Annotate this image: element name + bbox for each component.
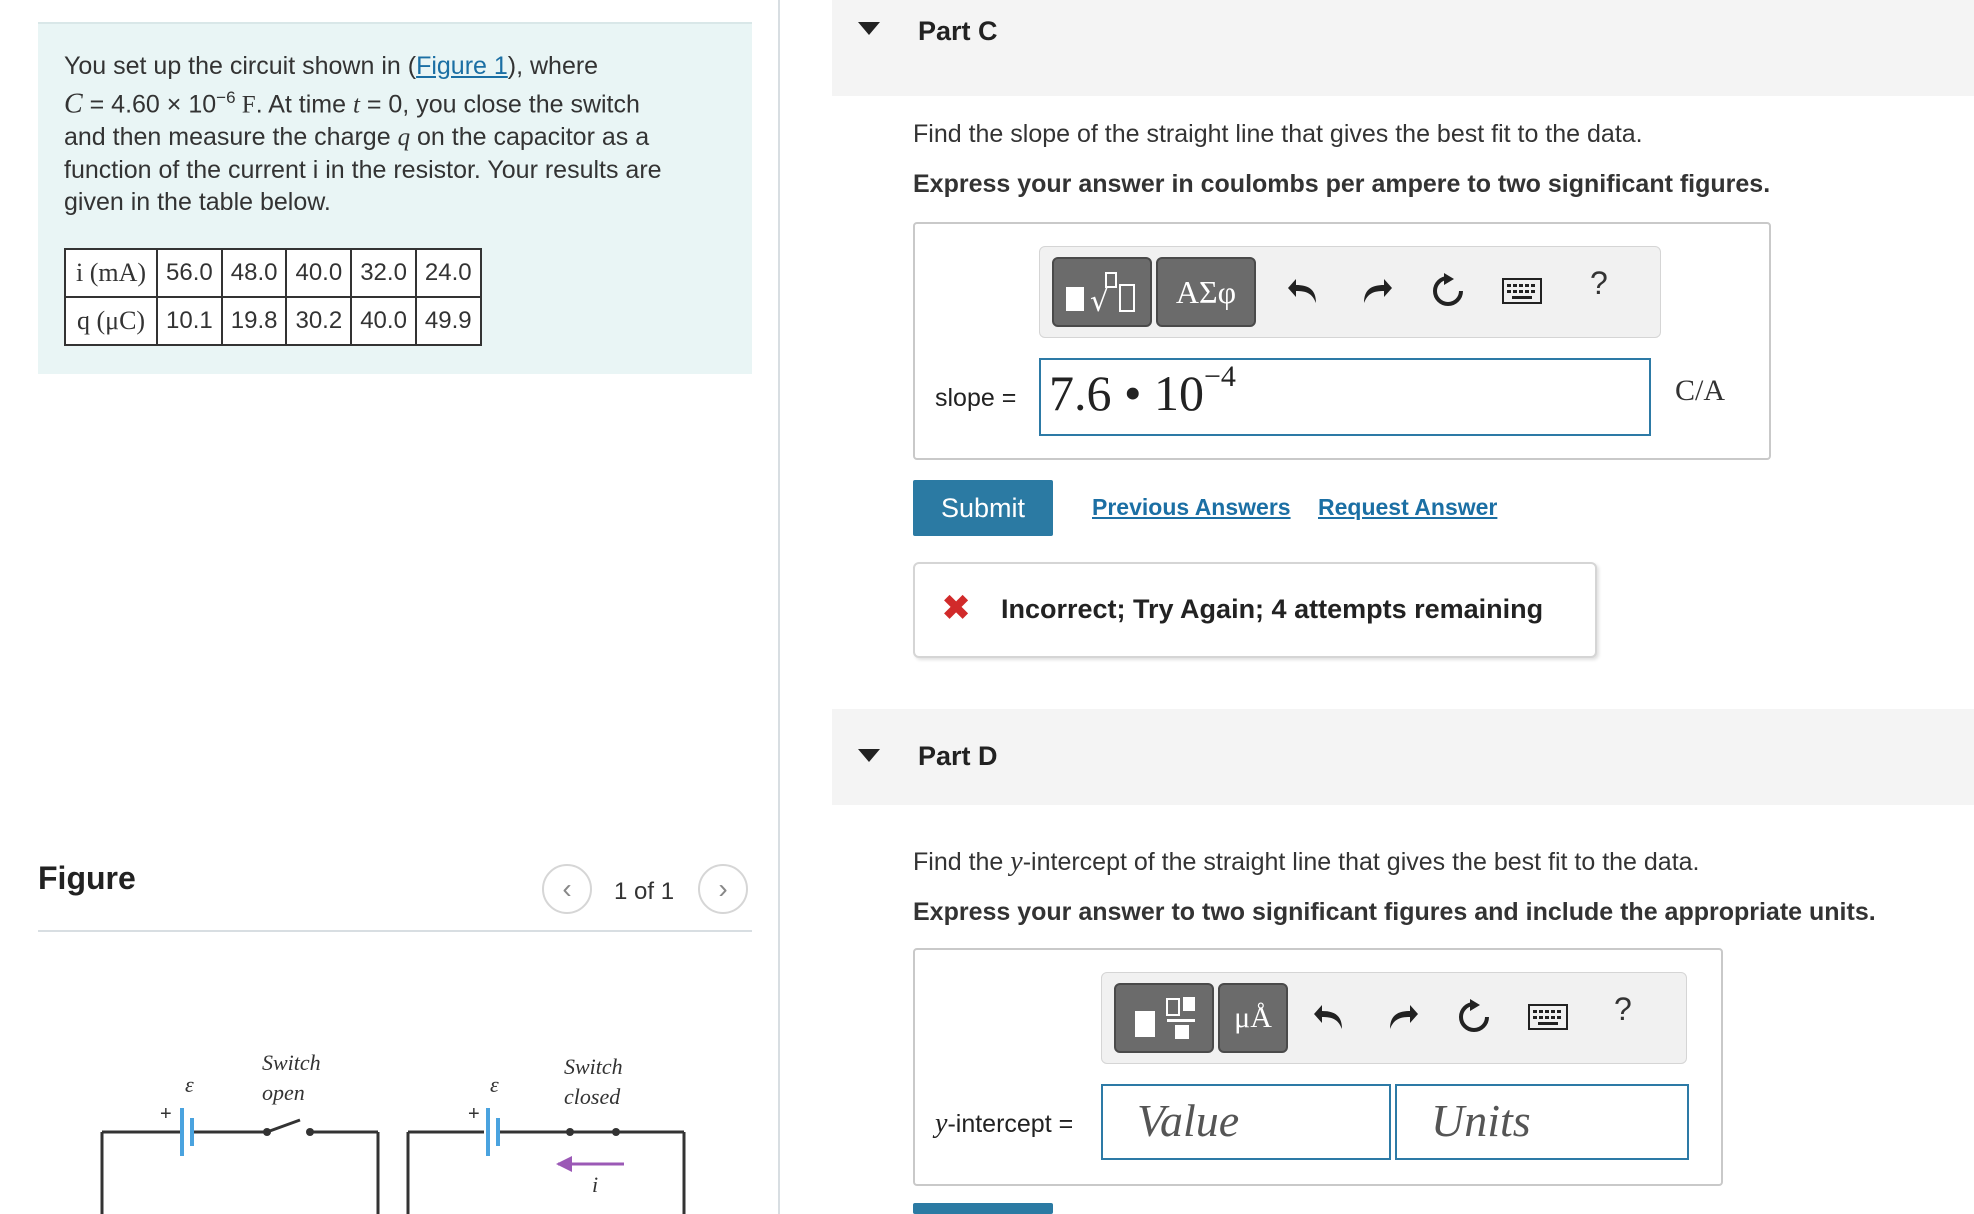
part-d-instruction: Find the y-intercept of the straight line that gives the best fit to the data. (913, 846, 1700, 877)
greek-symbols-button[interactable]: ΑΣφ (1156, 257, 1256, 327)
math-toolbar (1101, 972, 1687, 1064)
plus-sign: + (468, 1103, 480, 1125)
switch-label: Switch (564, 1054, 623, 1079)
switch-state-label: open (262, 1080, 305, 1105)
figure-link[interactable]: Figure 1 (416, 52, 508, 80)
table-cell: 24.0 (416, 249, 481, 297)
part-c-format: Express your answer in coulombs per ampere to two significant figures. (913, 170, 1771, 198)
row-header-charge: q (μC) (65, 297, 157, 345)
keyboard-icon[interactable] (1526, 995, 1570, 1039)
slope-label: slope = (935, 384, 1017, 412)
collapse-triangle-icon[interactable] (858, 22, 880, 35)
incorrect-icon: ✖ (941, 587, 972, 628)
math-toolbar (1039, 246, 1661, 338)
help-button[interactable]: ? (1614, 991, 1632, 1027)
table-row (65, 249, 481, 297)
part-d-title: Part D (918, 741, 998, 771)
pager-count: 1 of 1 (614, 878, 675, 905)
table-cell: 40.0 (351, 297, 416, 345)
templates-icon (1062, 267, 1142, 317)
svg-text:√: √ (1090, 284, 1110, 317)
part-c-answer-box (913, 222, 1771, 460)
units-button[interactable]: μÅ (1218, 983, 1288, 1053)
chevron-right-icon: › (718, 873, 728, 904)
emf-label: ε (185, 1072, 194, 1097)
plus-sign: + (160, 1103, 172, 1125)
part-c-instruction: Find the slope of the straight line that gives the best fit to the data. (913, 120, 1643, 148)
row-header-current: i (mA) (65, 249, 157, 297)
previous-answers-link[interactable]: Previous Answers (1092, 494, 1291, 520)
divider (38, 930, 752, 932)
emf-label: ε (490, 1072, 499, 1097)
templates-button[interactable] (1114, 983, 1214, 1053)
slope-value: 7.6 • $10^{-4}$ (1049, 360, 1236, 421)
units-input[interactable] (1395, 1084, 1689, 1160)
switch-state-label: closed (564, 1084, 621, 1109)
chevron-left-icon: ‹ (562, 873, 572, 904)
current-label: i (592, 1172, 599, 1197)
left-panel (0, 0, 778, 1214)
part-c-header[interactable] (832, 0, 1974, 96)
undo-icon[interactable] (1282, 269, 1326, 313)
submit-button[interactable]: Submit (913, 480, 1053, 536)
value-input[interactable] (1101, 1084, 1391, 1160)
help-button[interactable]: ? (1590, 265, 1608, 301)
redo-icon[interactable] (1380, 995, 1424, 1039)
templates-icon (1129, 993, 1199, 1043)
table-cell: 56.0 (157, 249, 222, 297)
keyboard-icon[interactable] (1500, 269, 1544, 313)
table-row (65, 297, 481, 345)
data-table (64, 248, 482, 346)
y-intercept-label: y-intercept = (935, 1108, 1074, 1139)
prev-figure-button[interactable] (542, 864, 592, 914)
submit-button-part-d[interactable] (913, 1203, 1053, 1214)
table-cell: 10.1 (157, 297, 222, 345)
collapse-triangle-icon[interactable] (858, 749, 880, 762)
reset-icon[interactable] (1452, 995, 1496, 1039)
value-placeholder: Value (1137, 1095, 1240, 1146)
column-divider (778, 0, 780, 1214)
feedback-text: Incorrect; Try Again; 4 attempts remaining (1001, 594, 1544, 624)
problem-text: You set up the circuit shown in (Figure 1), where $C = 4.60 \times 10^{-6}$ F. At time t = 0, you close the switch and then measure the charge q on the capacitor as a function of the current i in the resistor. Your results are given in the table below. (64, 52, 662, 217)
units-placeholder: Units (1431, 1095, 1531, 1146)
table-cell: 48.0 (222, 249, 287, 297)
current-arrowhead (556, 1156, 572, 1172)
next-figure-button[interactable] (698, 864, 748, 914)
feedback-message (913, 562, 1597, 658)
part-d-header[interactable] (832, 709, 1974, 805)
undo-icon[interactable] (1308, 995, 1352, 1039)
circuit-switch-open (102, 1050, 378, 1214)
table-cell: 32.0 (351, 249, 416, 297)
table-cell: 30.2 (286, 297, 351, 345)
redo-icon[interactable] (1354, 269, 1398, 313)
part-d-format: Express your answer to two significant figures and include the appropriate units. (913, 898, 1876, 926)
templates-button[interactable] (1052, 257, 1152, 327)
part-d-answer-box (913, 948, 1723, 1186)
table-cell: 40.0 (286, 249, 351, 297)
slope-input[interactable] (1039, 358, 1651, 436)
part-c-title: Part C (918, 16, 998, 46)
table-cell: 19.8 (222, 297, 287, 345)
table-cell: 49.9 (416, 297, 481, 345)
request-answer-link[interactable]: Request Answer (1318, 494, 1498, 520)
reset-icon[interactable] (1426, 269, 1470, 313)
slope-units: C/A (1675, 374, 1726, 407)
figure-title: Figure (38, 860, 136, 896)
circuit-diagram (38, 1040, 752, 1214)
figure-pager (542, 864, 752, 914)
problem-statement (38, 22, 752, 374)
circuit-switch-closed (408, 1054, 684, 1214)
switch-label: Switch (262, 1050, 321, 1075)
switch-arm (267, 1120, 300, 1132)
